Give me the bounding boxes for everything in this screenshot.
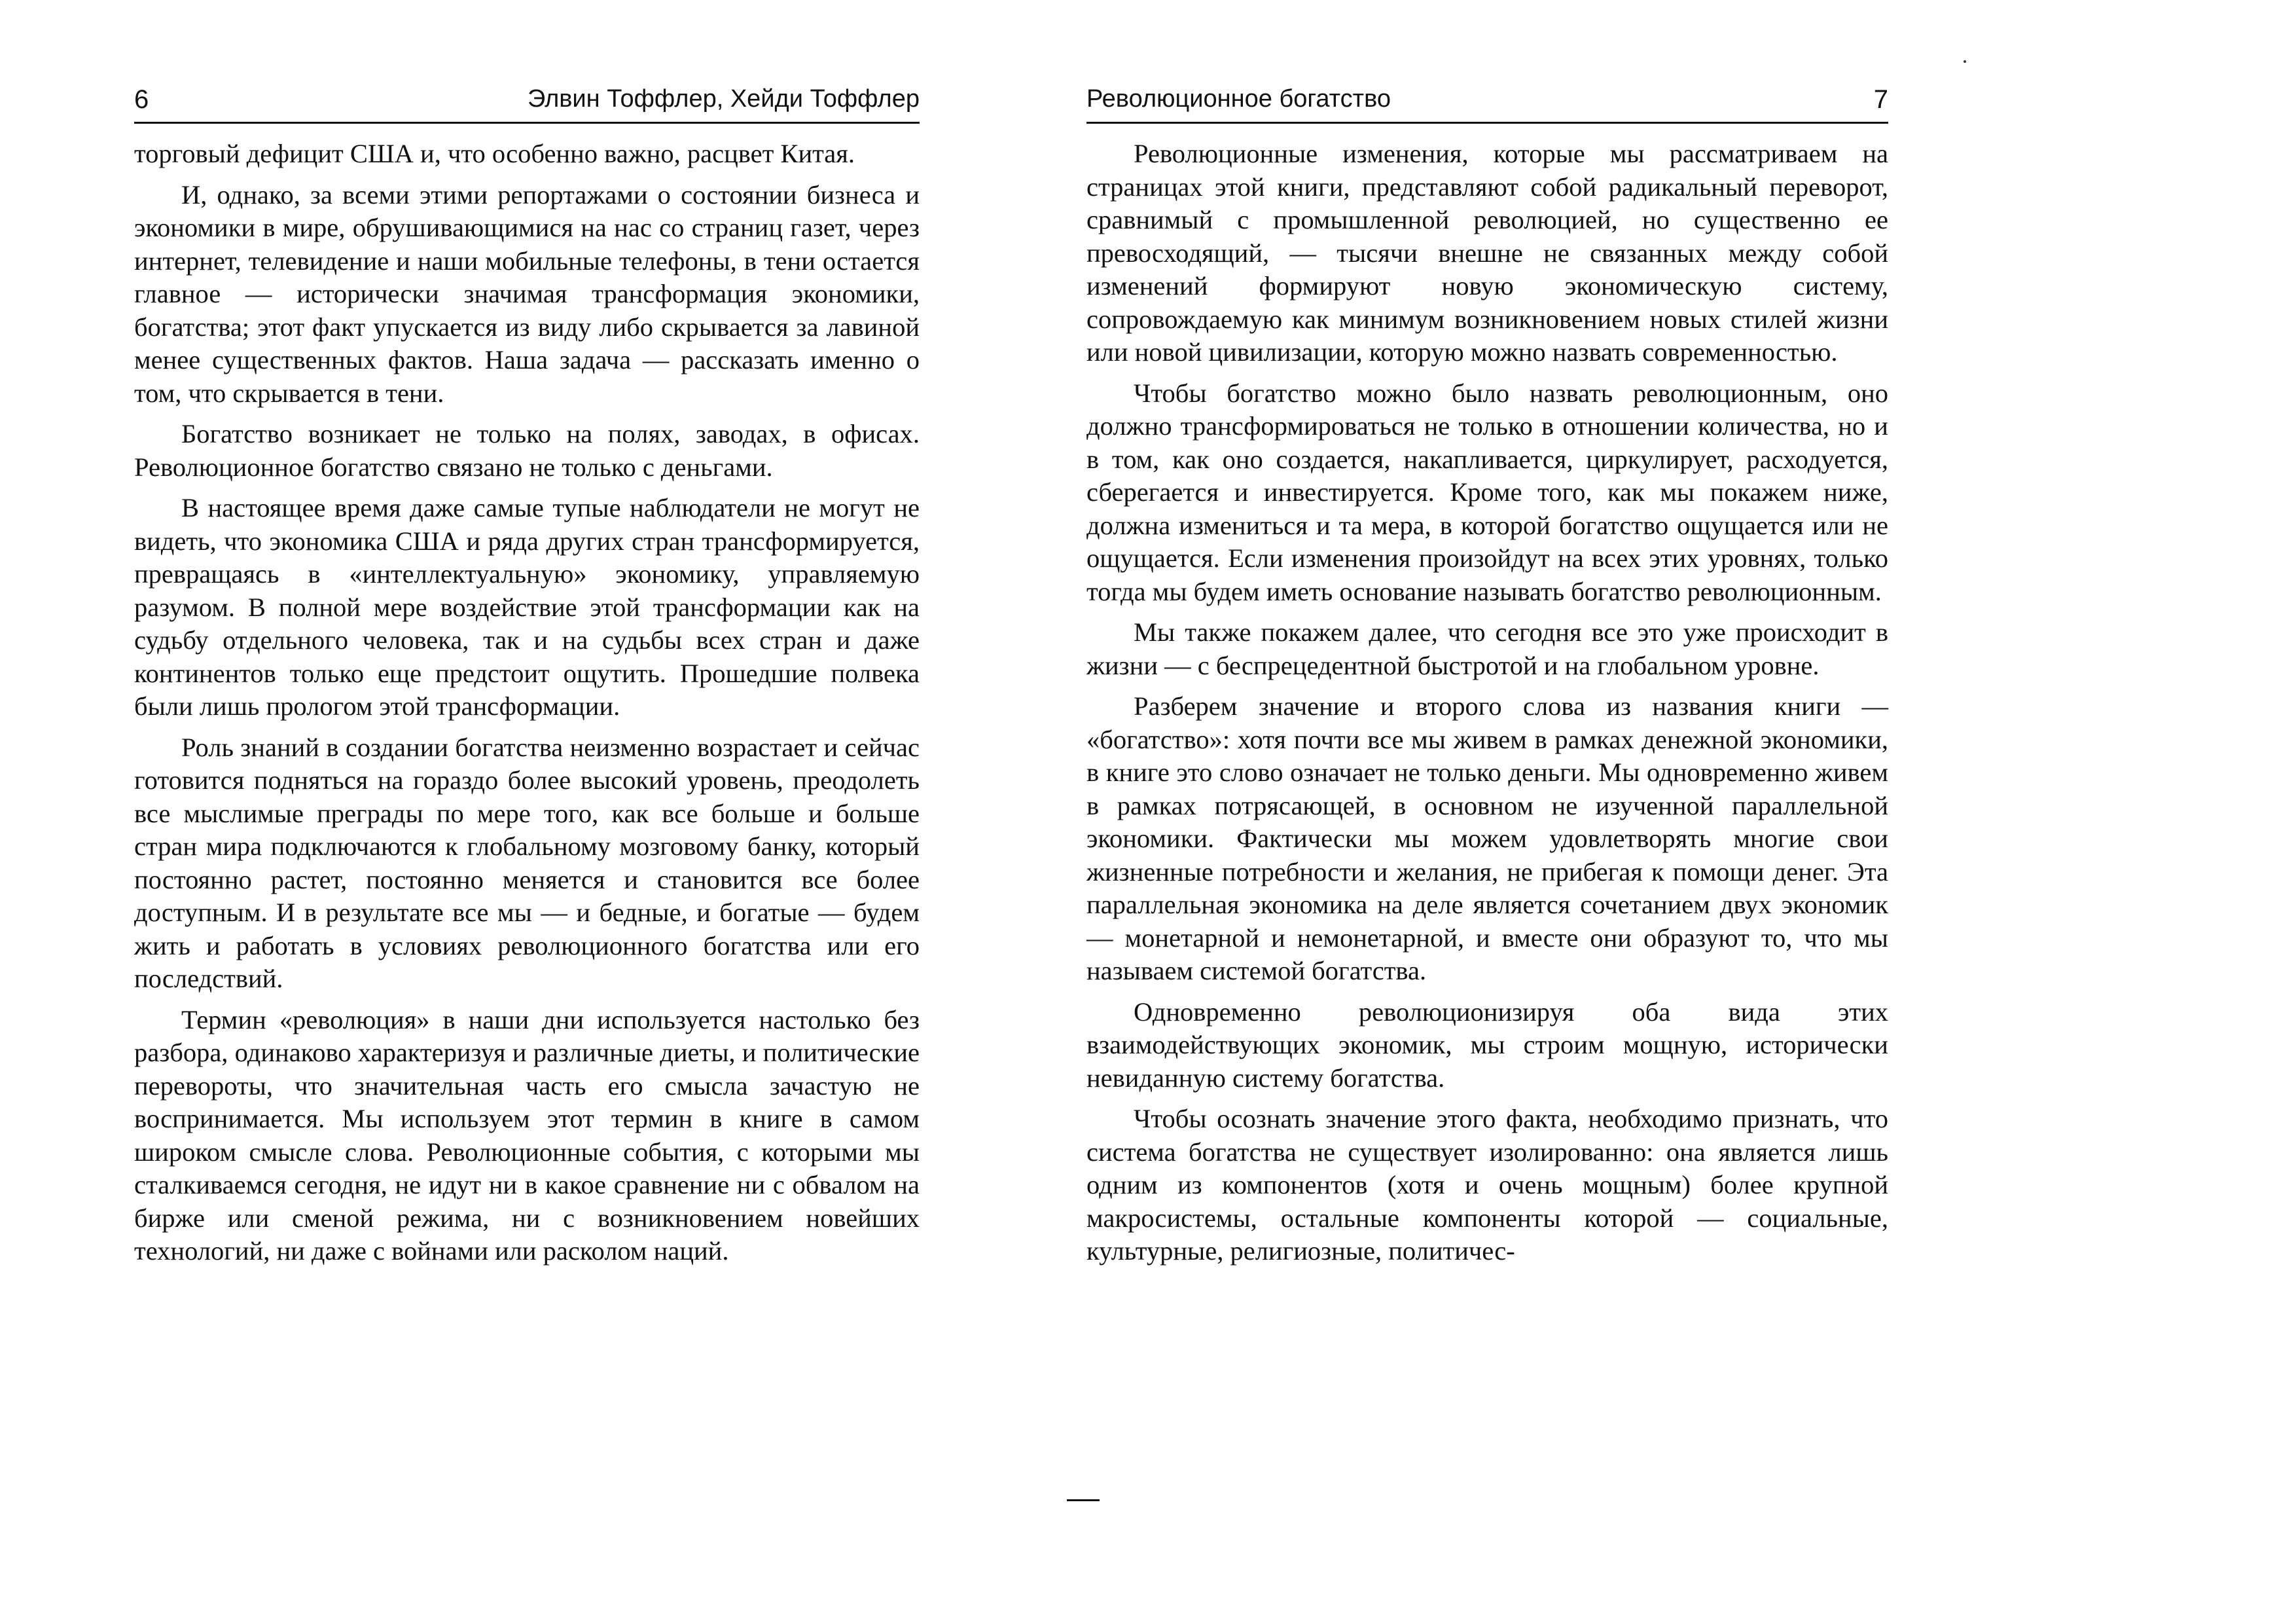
- footer-dash-mark: [1067, 1499, 1100, 1501]
- left-running-head: [134, 85, 920, 124]
- right-paragraph-1: Революционные изменения, которые мы рассматриваем на страницах этой книги, представляют собой радикальный переворот, сравнимый с промышленной революцией, но существенно ее превосходящий, — тысячи внешне не связанных между собой изменений формируют новую экономическую систему, сопровождаемую как минимум возникновением новых стилей жизни или новой цивилизации, которую можно назвать современностью.: [1086, 139, 1888, 367]
- left-paragraph-3: Богатство возникает не только на полях, заводах, в офисах. Революционное богатство связано не только с деньгами.: [134, 419, 920, 482]
- right-paragraph-5: Одновременно революционизируя оба вида этих взаимодействующих экономик, мы строим мощную, исторически невиданную систему богатства.: [1086, 996, 1888, 1093]
- left-paragraph-1: торговый дефицит США и, что особенно важно, расцвет Китая.: [134, 139, 855, 168]
- right-paragraph-2: Чтобы богатство можно было назвать революционным, оно должно трансформироваться не только в отношении количества, но и в том, как оно создается, накапливается, циркулирует, расходуется, сберегается и инвестируется. Кроме того, как мы покажем ниже, должна измениться и та мера, в которой богатство ощущается или не ощущается. Если изменения произойдут на всех этих уровнях, только тогда мы будем иметь основание называть богатство революционным.: [1086, 378, 1888, 606]
- right-paragraph-4: Разберем значение и второго слова из названия книги — «богатство»: хотя почти все мы живем в рамках денежной экономики, в книге это слово означает не только деньги. Мы одновременно живем в рамках потрясающей, в основном не изученной параллельной экономики. Фактически мы можем удовлетворять многие свои жизненные потребности и желания, не прибегая к помощи денег. Эта параллельная экономика на деле является сочетанием двух экономик — монетарной и немонетарной, и вместе они образуют то, что мы называем системой богатства.: [1086, 691, 1888, 985]
- left-running-title: Элвин Тоффлер, Хейди Тоффлер: [528, 85, 920, 113]
- right-paragraph-6: Чтобы осознать значение этого факта, необходимо признать, что система богатства не существует изолированно: она является лишь одним из компонентов (хотя и очень мощным) более крупной макросистемы, остальные компоненты которой — социальные, культурные, религиозные, политичес-: [1086, 1104, 1888, 1266]
- left-paragraph-2: И, однако, за всеми этими репортажами о состоянии бизнеса и экономики в мире, обрушивающимися на нас со страниц газет, через интернет, телевидение и наши мобильные телефоны, в тени остается главное — исторически значимая трансформация экономики, богатства; этот факт упускается из виду либо скрывается за лавиной менее существенных фактов. Наша задача — рассказать именно о том, что скрывается в тени.: [134, 179, 920, 408]
- left-paragraph-5: Роль знаний в создании богатства неизменно возрастает и сейчас готовится подняться на гораздо более высокий уровень, преодолеть все мыслимые преграды по мере того, как все больше и больше стран мира подключаются к глобальному мозговому банку, который постоянно растет, постоянно меняется и становится все более доступным. И в результате все мы — и бедные, и богатые — будем жить и работать в условиях революционного богатства или его последствий.: [134, 732, 920, 993]
- right-paragraph-3: Мы также покажем далее, что сегодня все это уже происходит в жизни — с беспрецедентной быстротой и на глобальном уровне.: [1086, 617, 1888, 680]
- right-running-head: [1086, 85, 1888, 124]
- left-page-number: 6: [134, 85, 149, 114]
- right-page: [1086, 0, 1888, 1623]
- left-page: [134, 0, 920, 1623]
- left-header-rule: [134, 122, 920, 124]
- scan-speck: [1964, 60, 1966, 63]
- left-body-text: [134, 137, 920, 1276]
- right-body-text: [1086, 137, 1888, 1276]
- right-running-title: Революционное богатство: [1086, 85, 1391, 113]
- right-page-number: 7: [1873, 85, 1888, 114]
- right-header-rule: [1086, 122, 1888, 124]
- left-paragraph-6: Термин «революция» в наши дни используется настолько без разбора, одинаково характеризуя и различные диеты, и политические перевороты, что значительная часть его смысла зачастую не воспринимается. Мы используем этот термин в книге в самом широком смысле слова. Революционные события, с которыми мы сталкиваемся сегодня, не идут ни в какое сравнение ни с обвалом на бирже или сменой режима, ни с возникновением новейших технологий, ни даже с войнами или расколом наций.: [134, 1004, 920, 1266]
- left-paragraph-4: В настоящее время даже самые тупые наблюдатели не могут не видеть, что экономика США и ряда других стран трансформируется, превращаясь в «интеллектуальную» экономику, управляемую разумом. В полной мере воздействие этой трансформации как на судьбу отдельного человека, так и на судьбы всех стран и даже континентов только еще предстоит ощутить. Прошедшие полвека были лишь прологом этой трансформации.: [134, 493, 920, 721]
